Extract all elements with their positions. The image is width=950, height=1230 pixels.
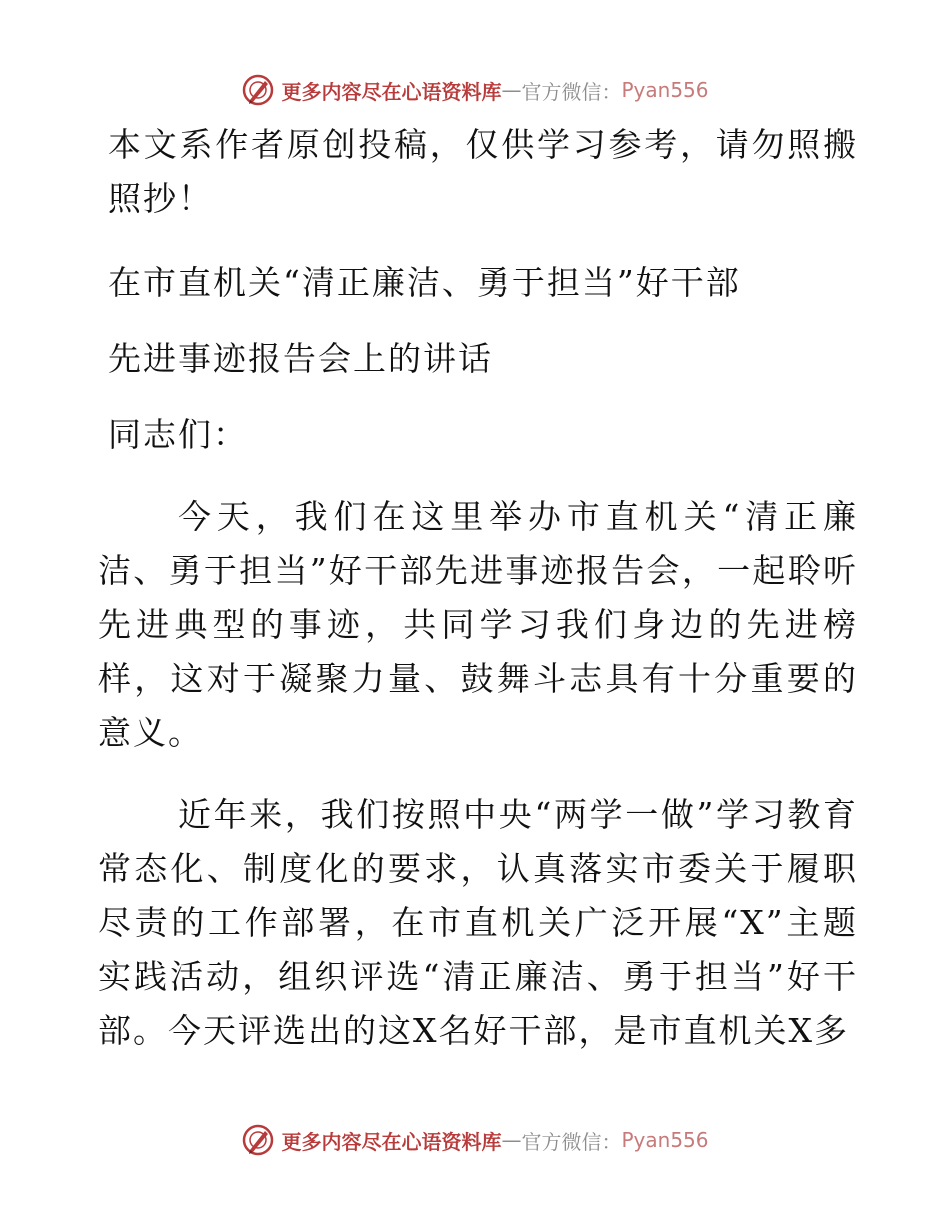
- pen-logo-icon: [241, 73, 275, 107]
- watermark-dash: —: [501, 1128, 522, 1152]
- watermark-dash: —: [501, 78, 522, 102]
- pen-logo-icon: [241, 1123, 275, 1157]
- speech-title-line-1: 在市直机关“清正廉洁、勇于担当”好干部: [108, 263, 741, 302]
- watermark-main-text: 更多内容尽在心语资料库: [281, 1129, 502, 1154]
- header-watermark: [0, 70, 950, 110]
- watermark-wechat-label: 官方微信：: [521, 79, 622, 104]
- watermark-main-text: 更多内容尽在心语资料库: [281, 79, 502, 104]
- speech-title-line-2: 先进事迹报告会上的讲话: [108, 339, 493, 378]
- document-body: [98, 118, 858, 1058]
- watermark-wechat-label: 官方微信：: [521, 1129, 622, 1154]
- copyright-notice: 本文系作者原创投稿，仅供学习参考，请勿照搬照抄！: [108, 125, 858, 218]
- watermark-wechat-id: Pyan556: [621, 78, 709, 102]
- footer-watermark: [0, 1120, 950, 1160]
- body-paragraph-2: 近年来，我们按照中央“两学一做”学习教育常态化、制度化的要求，认真落实市委关于履职尽责的工作部署，在市直机关广泛开展“X”主题实践活动，组织评选“清正廉洁、勇于担当”好干部。今天评选出的这X名好干部，是市直机关X多: [98, 795, 858, 1050]
- body-paragraph-1: 今天，我们在这里举办市直机关“清正廉洁、勇于担当”好干部先进事迹报告会，一起聆听先进典型的事迹，共同学习我们身边的先进榜样，这对于凝聚力量、鼓舞斗志具有十分重要的意义。: [98, 497, 858, 752]
- watermark-wechat-id: Pyan556: [621, 1128, 709, 1152]
- salutation: 同志们：: [108, 415, 248, 454]
